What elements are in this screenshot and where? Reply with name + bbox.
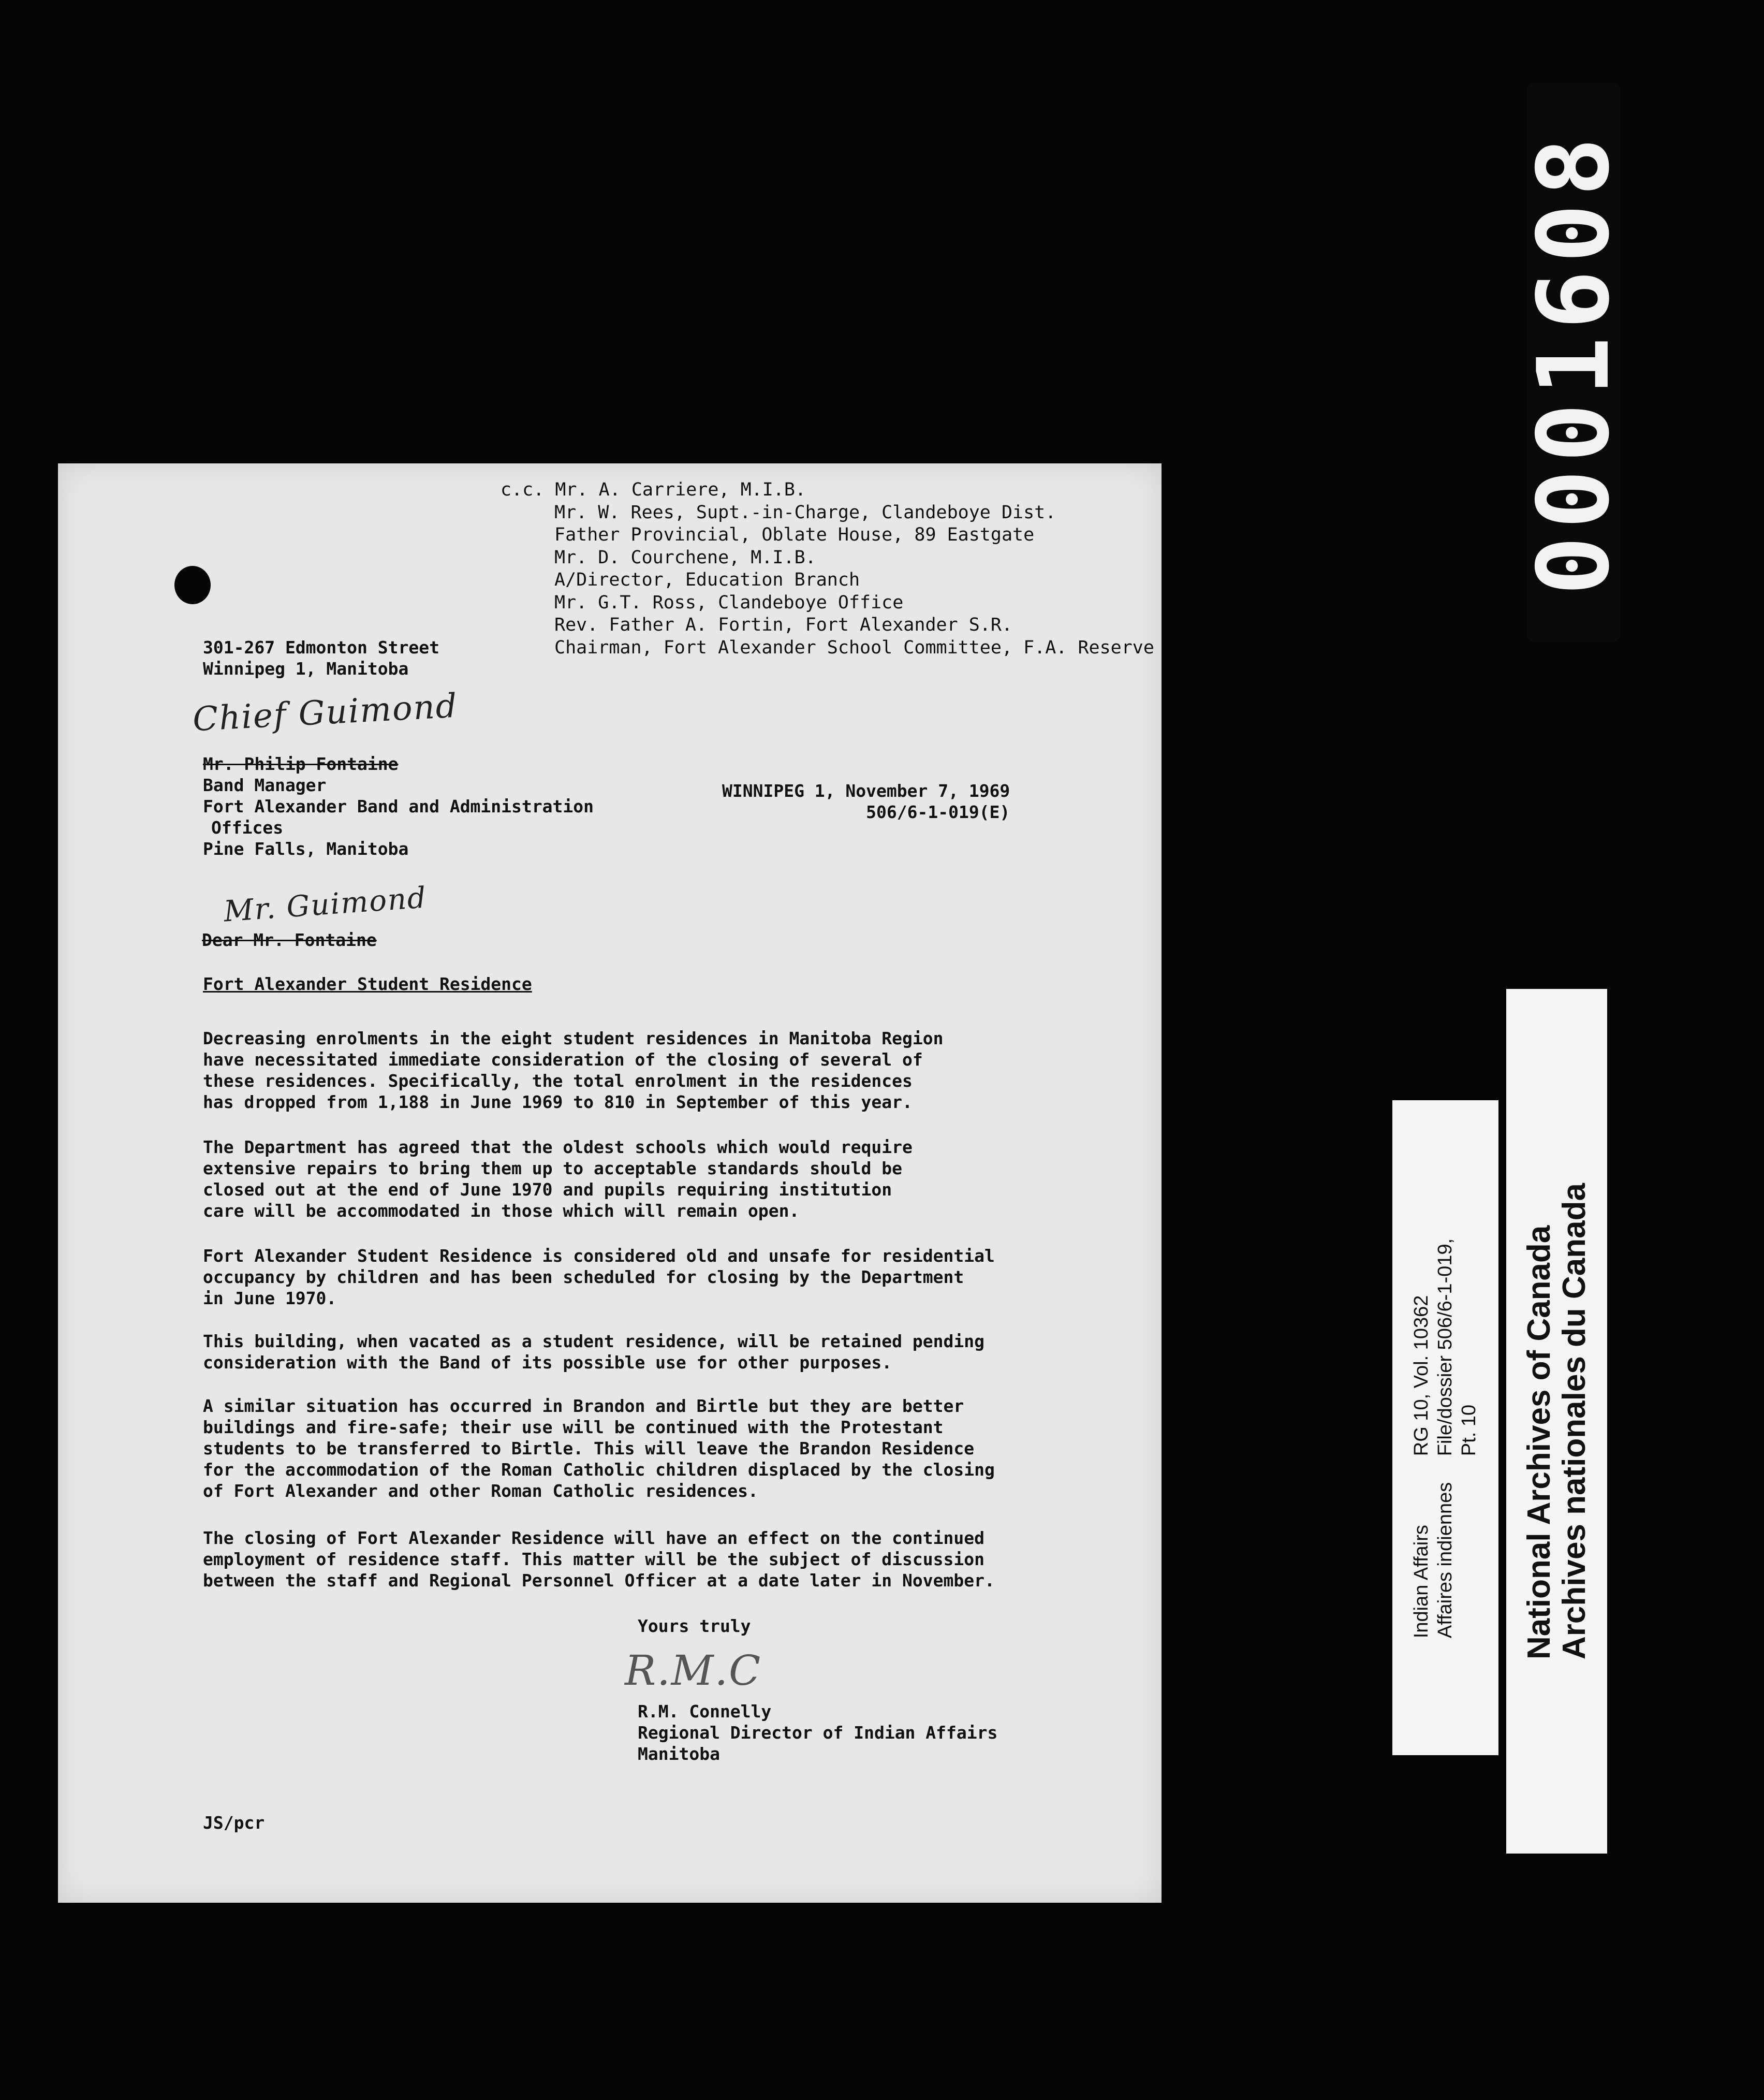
label-column [1410,1482,1458,1638]
paragraph [203,1395,995,1501]
paragraph-line: The closing of Fort Alexander Residence will have an effect on the continued [203,1528,984,1548]
label-line: File/dossier 506/6-1-019, [1434,1238,1457,1456]
archive-name-en: National Archives of Canada [1521,1225,1557,1659]
paragraph [203,1028,943,1113]
frame-number-strip [1516,83,1631,642]
signatory-line: R.M. Connelly [638,1701,772,1722]
paragraph-line: employment of residence staff. This matter will be the subject of discussion [203,1549,984,1569]
signatory-line: Manitoba [638,1744,720,1764]
paragraph-line: care will be accommodated in those which will remain open. [203,1201,800,1221]
closing: Yours truly [638,1616,751,1636]
date-block [722,780,1010,823]
cc-line: Father Provincial, Oblate House, 89 Eastgate [554,524,1035,545]
label-line: RG 10, Vol. 10362 [1410,1295,1433,1456]
signatory-block [638,1701,997,1764]
archive-name-fr: Archives nationales du Canada [1556,1183,1592,1659]
recipient-line: Pine Falls, Manitoba [203,839,409,859]
paragraph-line: between the staff and Regional Personnel Officer at a date later in November. [203,1570,995,1591]
punch-hole [174,566,211,604]
address-line: Winnipeg 1, Manitoba [203,659,409,679]
label-line: Pt. 10 [1458,1404,1480,1456]
signatory-line: Regional Director of Indian Affairs [638,1723,998,1743]
paragraph-line: extensive repairs to bring them up to acceptable standards should be [203,1158,903,1178]
paragraph-line: consideration with the Band of its possible use for other purposes. [203,1352,892,1373]
handwritten-note: Mr. Guimond [223,881,428,929]
cc-line: A/Director, Education Branch [554,570,860,590]
typist-initials: JS/pcr [203,1813,265,1833]
recipient-line: Band Manager [203,775,327,795]
handwritten-note: Chief Guimond [192,687,459,739]
signature: R.M.C [625,1646,762,1695]
cc-line: c.c. Mr. A. Carriere, M.I.B. [501,479,806,500]
paragraph-line: The Department has agreed that the oldest schools which would require [203,1137,913,1157]
paragraph-line: has dropped from 1,188 in June 1969 to 810 in September of this year. [203,1092,913,1112]
paragraph-line: in June 1970. [203,1288,337,1308]
paragraph-line: have necessitated immediate consideration of the closing of several of [203,1049,923,1070]
paragraph-line: closed out at the end of June 1970 and pupils requiring institution [203,1179,892,1200]
date-line: WINNIPEG 1, November 7, 1969 [722,781,1010,801]
letter-page [58,463,1162,1903]
paragraph-line: buildings and fire-safe; their use will be continued with the Protestant [203,1417,944,1437]
sender-address [203,637,439,679]
recipient-name: Mr. Philip Fontaine [203,754,399,774]
file-reference: 506/6-1-019(E) [866,802,1010,822]
cc-line: Chairman, Fort Alexander School Committee, F.A. Reserve [554,637,1154,658]
paragraph [203,1245,995,1309]
paragraph-line: for the accommodation of the Roman Catholic children displaced by the closing [203,1460,995,1480]
label-line: Indian Affairs [1410,1524,1433,1638]
label-line: Affaires indiennes [1434,1482,1457,1638]
national-archives-label [1506,989,1607,1854]
recipient-block [203,753,594,859]
paragraph [203,1136,913,1221]
salutation: Dear Mr. Fontaine [202,930,377,950]
cc-list [501,479,1154,659]
recipient-line: Fort Alexander Band and Administration [203,796,594,816]
archive-reference-label [1392,1100,1498,1755]
frame-number: 0001608 [1516,129,1631,595]
paragraph-line: of Fort Alexander and other Roman Catholic residences. [203,1481,758,1501]
cc-line: Mr. G.T. Ross, Clandeboye Office [554,592,904,613]
subject-line: Fort Alexander Student Residence [203,974,532,994]
label-column [1410,1238,1481,1455]
recipient-line: Offices [211,818,284,838]
address-line: 301-267 Edmonton Street [203,637,439,658]
cc-line: Mr. W. Rees, Supt.-in-Charge, Clandeboye Dist. [554,502,1056,523]
paragraph [203,1331,984,1373]
cc-line: Rev. Father A. Fortin, Fort Alexander S.R. [554,615,1013,635]
cc-line: Mr. D. Courchene, M.I.B. [554,547,816,568]
paragraph-line: these residences. Specifically, the total enrolment in the residences [203,1071,913,1091]
paragraph-line: Decreasing enrolments in the eight student residences in Manitoba Region [203,1028,944,1048]
paragraph-line: occupancy by children and has been scheduled for closing by the Department [203,1267,964,1287]
paragraph-line: students to be transferred to Birtle. This will leave the Brandon Residence [203,1438,975,1459]
paragraph-line: Fort Alexander Student Residence is considered old and unsafe for residential [203,1246,995,1266]
paragraph [203,1527,995,1591]
paragraph-line: This building, when vacated as a student residence, will be retained pending [203,1331,984,1351]
paragraph-line: A similar situation has occurred in Brandon and Birtle but they are better [203,1396,964,1416]
